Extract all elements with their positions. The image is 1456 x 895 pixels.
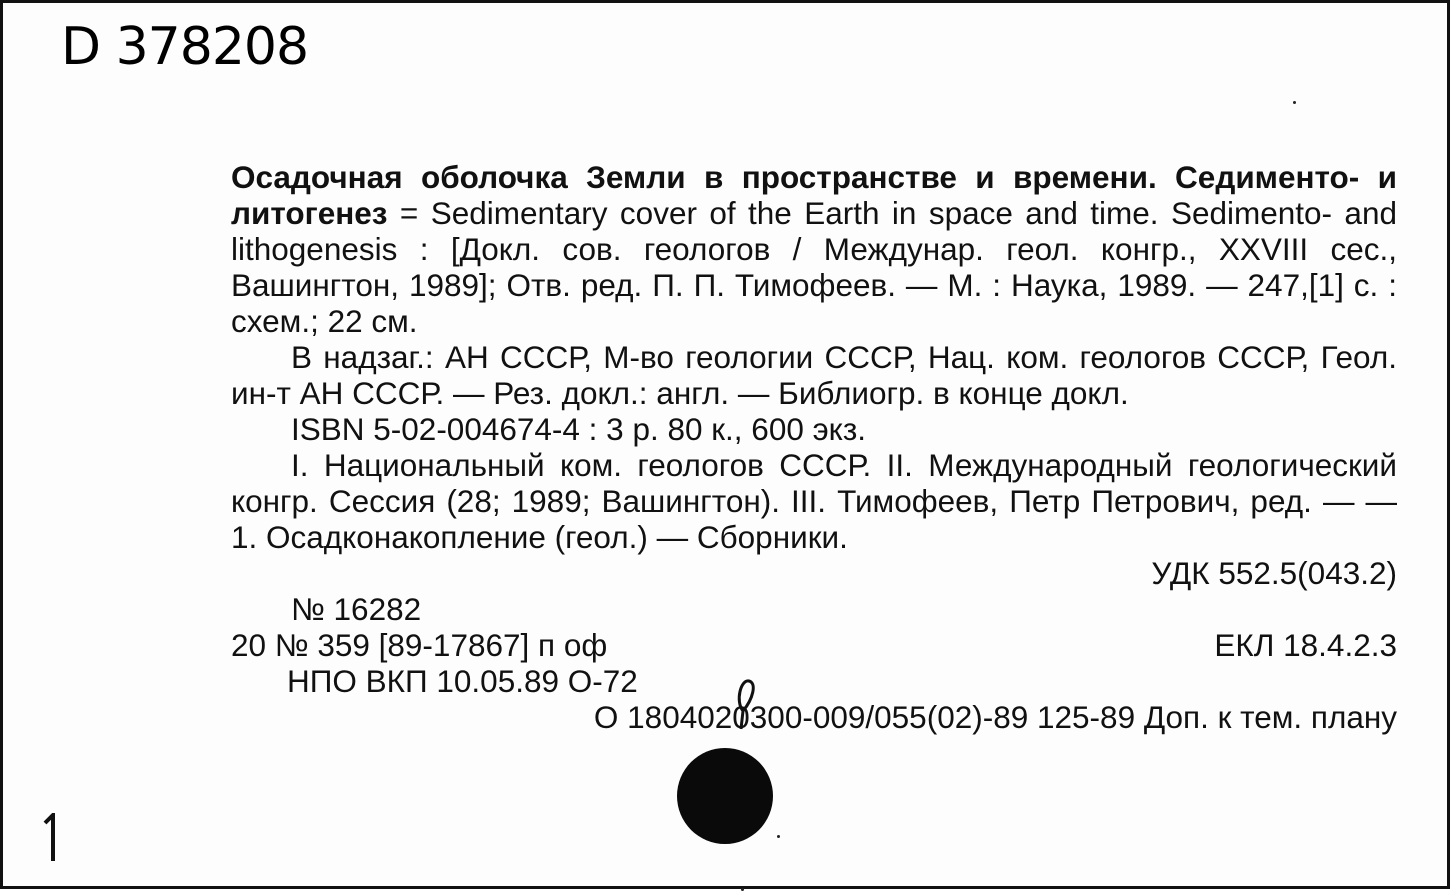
card-number: № 16282 [291,591,422,627]
card-stamp-id: D 378208 [61,17,309,77]
card-udk: УДК 552.5(043.2) [1151,555,1397,591]
card-order: 20 № 359 [89-17867] п оф [231,627,608,663]
card-eklc: ЕКЛ 18.4.2.3 [1214,627,1397,663]
card-note: В надзаг.: АН СССР, М-во геологии СССР, Нац. ком. геологов СССР, Геол. ин-т АН СССР. — Рез. докл.: англ. — Библиогр. в конце докл. [231,339,1397,411]
card-isbn: ISBN 5-02-004674-4 : 3 р. 80 к., 600 экз. [291,411,867,447]
card-tracings: I. Национальный ком. геологов СССР. II. Международный геологический конгр. Сессия (28; 1989; Вашингтон). III. Тимофеев, Петр Петрович, ред. — — 1. Осадконакопление (геол.) — Сборники. [231,447,1397,555]
row-order [231,627,1397,663]
speck [1293,101,1296,104]
card-code: О 1804020300-009/055(02)-89 125-89 Доп. к тем. плану [593,699,1397,735]
punch-hole [677,748,773,844]
bibliographic-description [231,159,1397,339]
card-body [231,159,1397,735]
row-npo [231,663,1397,699]
handwritten-numeral-mark [41,813,61,863]
card-title-continuation: = Sedimentary cover of the Earth in space and time. Sedimento- and lithogenesis : [Докл. сов. геологов / Междунар. геол. конгр., XXVIII сес., Вашингтон, 1989]; Отв. ред. П. П. Тимофеев. — М. : Наука, 1989. — 247,[1] с. : схем.; 22 см. [231,195,1397,339]
card-npo: НПО ВКП 10.05.89 О-72 [287,663,638,699]
row-code [231,699,1397,735]
row-number [231,591,1397,627]
card-title: Осадочная оболочка Земли в пространстве и времени. Седименто- и литогенез [231,159,1397,231]
speck [777,835,780,838]
handwritten-mark [731,671,761,731]
speck [741,888,744,891]
